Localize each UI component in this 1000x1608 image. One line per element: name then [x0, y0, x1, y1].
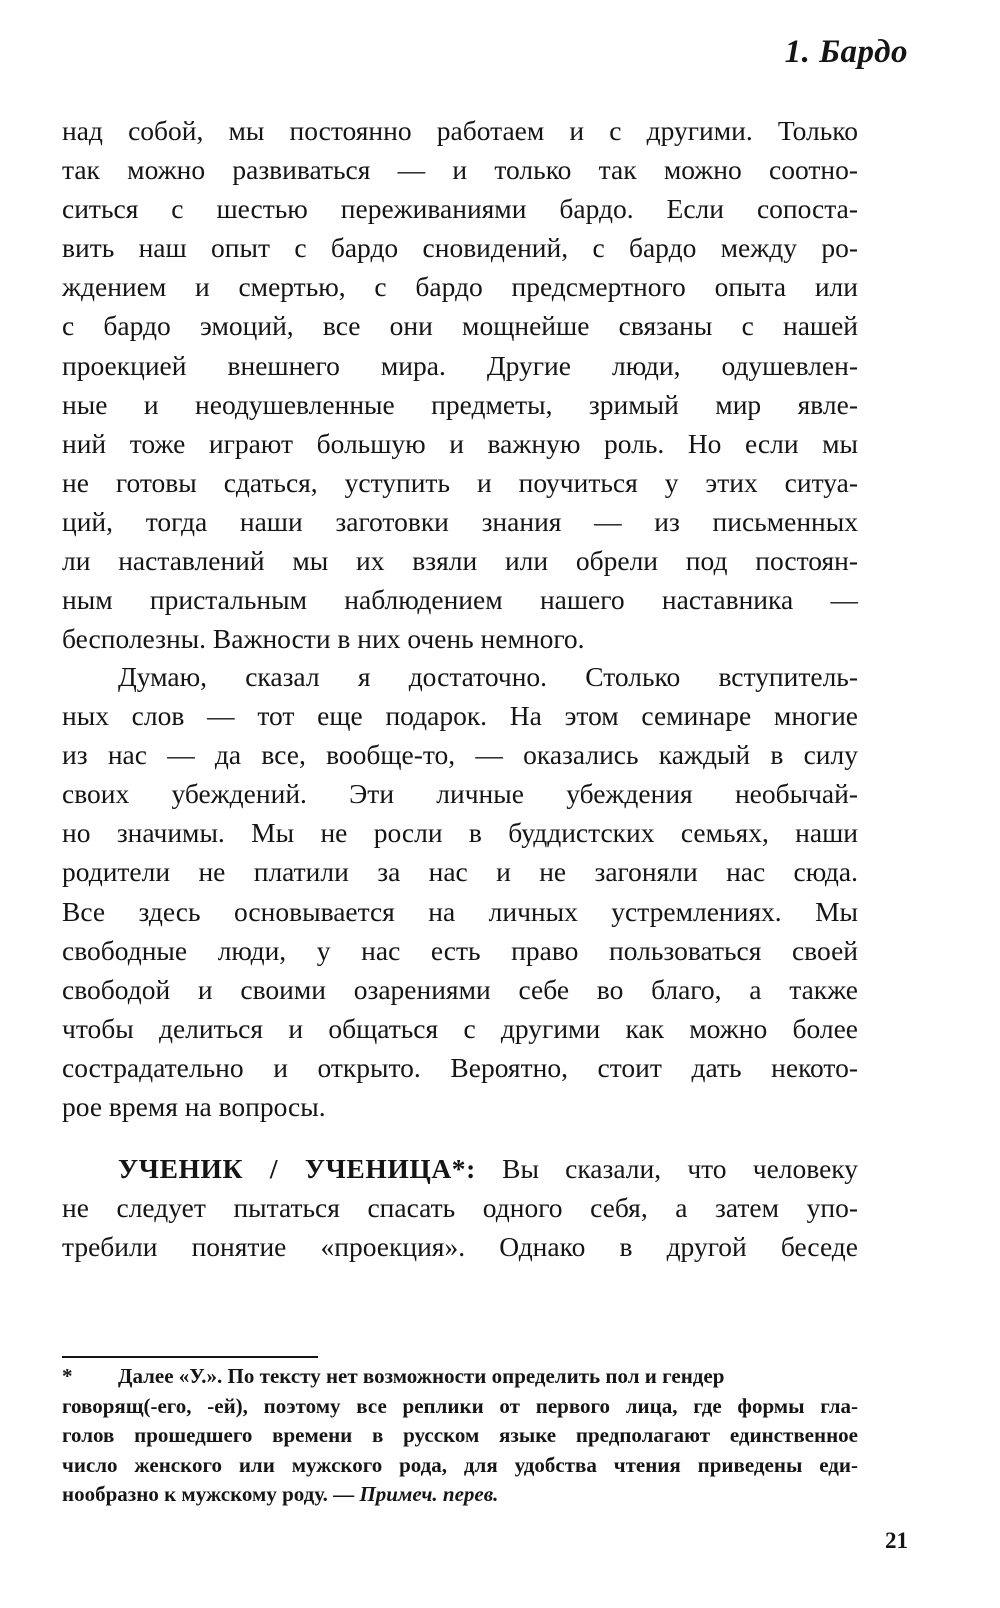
- text-line: ные и неодушевленные предметы, зримый мир явле-: [62, 388, 858, 420]
- footnote-text: Далее «У.». По тексту нет возможности определить пол и гендер: [118, 1364, 725, 1388]
- footnote-line: число женского или мужского рода, для удобства чтения приведены еди-: [62, 1452, 858, 1477]
- text-line: так можно развиваться — и только так можно соотно-: [62, 154, 858, 186]
- text-line: бесполезны. Важности в них очень немного.: [62, 623, 585, 655]
- text-line: проекцией внешнего мира. Другие люди, одушевлен-: [62, 349, 858, 381]
- text-line: с бардо эмоций, все они мощнейше связаны с нашей: [62, 310, 858, 342]
- text-line: ных слов — тот еще подарок. На этом семинаре многие: [62, 700, 858, 732]
- text-line: рое время на вопросы.: [62, 1091, 326, 1123]
- footnote-line: голов прошедшего времени в русском языке предполагают единственное: [62, 1423, 858, 1447]
- text-line: ситься с шестью переживаниями бардо. Если сопоста-: [62, 193, 858, 225]
- dialogue-text: Вы сказали, что человеку: [475, 1153, 859, 1184]
- text-line: родители не платили за нас и не загоняли нас сюда.: [62, 856, 858, 888]
- text-line: не следует пытаться спасать одного себя, а затем упо-: [62, 1192, 858, 1224]
- text-line: свободные люди, у нас есть право пользоваться своей: [62, 934, 858, 966]
- text-line: ным пристальным наблюдением нашего наставника —: [62, 584, 858, 616]
- text-line: сострадательно и открыто. Вероятно, стоит дать некото-: [62, 1051, 858, 1083]
- text-line: своих убеждений. Эти личные убеждения необычай-: [62, 778, 858, 810]
- text-line: но значимы. Мы не росли в буддистских семьях, наши: [62, 817, 858, 849]
- text-line: свободой и своими озарениями себе во благо, а также: [62, 973, 858, 1005]
- speaker-label: УЧЕНИК / УЧЕНИЦА*:: [118, 1153, 476, 1184]
- footnote-line: говорящ(-его, -ей), поэтому все реплики от первого лица, где формы гла-: [62, 1393, 858, 1418]
- text-line: требили понятие «проекция». Однако в другой беседе: [62, 1231, 858, 1263]
- text-line: не готовы сдаться, уступить и поучиться у этих ситуа-: [62, 466, 858, 498]
- running-head: 1. Бардо: [784, 34, 908, 70]
- translator-note: Примеч. перев.: [359, 1482, 499, 1506]
- paragraph-1: [62, 111, 858, 658]
- footnote-divider: [62, 1356, 318, 1358]
- footnote: [62, 1362, 858, 1510]
- text-line: чтобы делиться и общаться с другими как можно более: [62, 1012, 858, 1044]
- page-number: 21: [885, 1528, 908, 1553]
- dialogue-paragraph: [62, 1149, 858, 1266]
- text-line: Думаю, сказал я достаточно. Столько вступитель-: [118, 661, 858, 692]
- footnote-line: [62, 1480, 858, 1510]
- footnote-marker: *: [62, 1364, 73, 1388]
- text-line: Все здесь основывается на личных устремлениях. Мы: [62, 895, 858, 927]
- text-line: из нас — да все, вообще-то, — оказались каждый в силу: [62, 739, 858, 771]
- footnote-line: [62, 1362, 858, 1392]
- text-line: ждением и смертью, с бардо предсмертного опыта или: [62, 271, 858, 303]
- text-line: ли наставлений мы их взяли или обрели под постоян-: [62, 545, 858, 577]
- text-line: вить наш опыт с бардо сновидений, с бардо между ро-: [62, 232, 858, 264]
- paragraph-2: [62, 657, 858, 1126]
- text-line: [62, 1149, 858, 1188]
- text-line: над собой, мы постоянно работаем и с другими. Только: [62, 115, 858, 146]
- footnote-text: нообразно к мужскому роду. —: [62, 1482, 360, 1506]
- text-line: ний тоже играют большую и важную роль. Но если мы: [62, 427, 858, 459]
- text-line: ций, тогда наши заготовки знания — из письменных: [62, 505, 858, 537]
